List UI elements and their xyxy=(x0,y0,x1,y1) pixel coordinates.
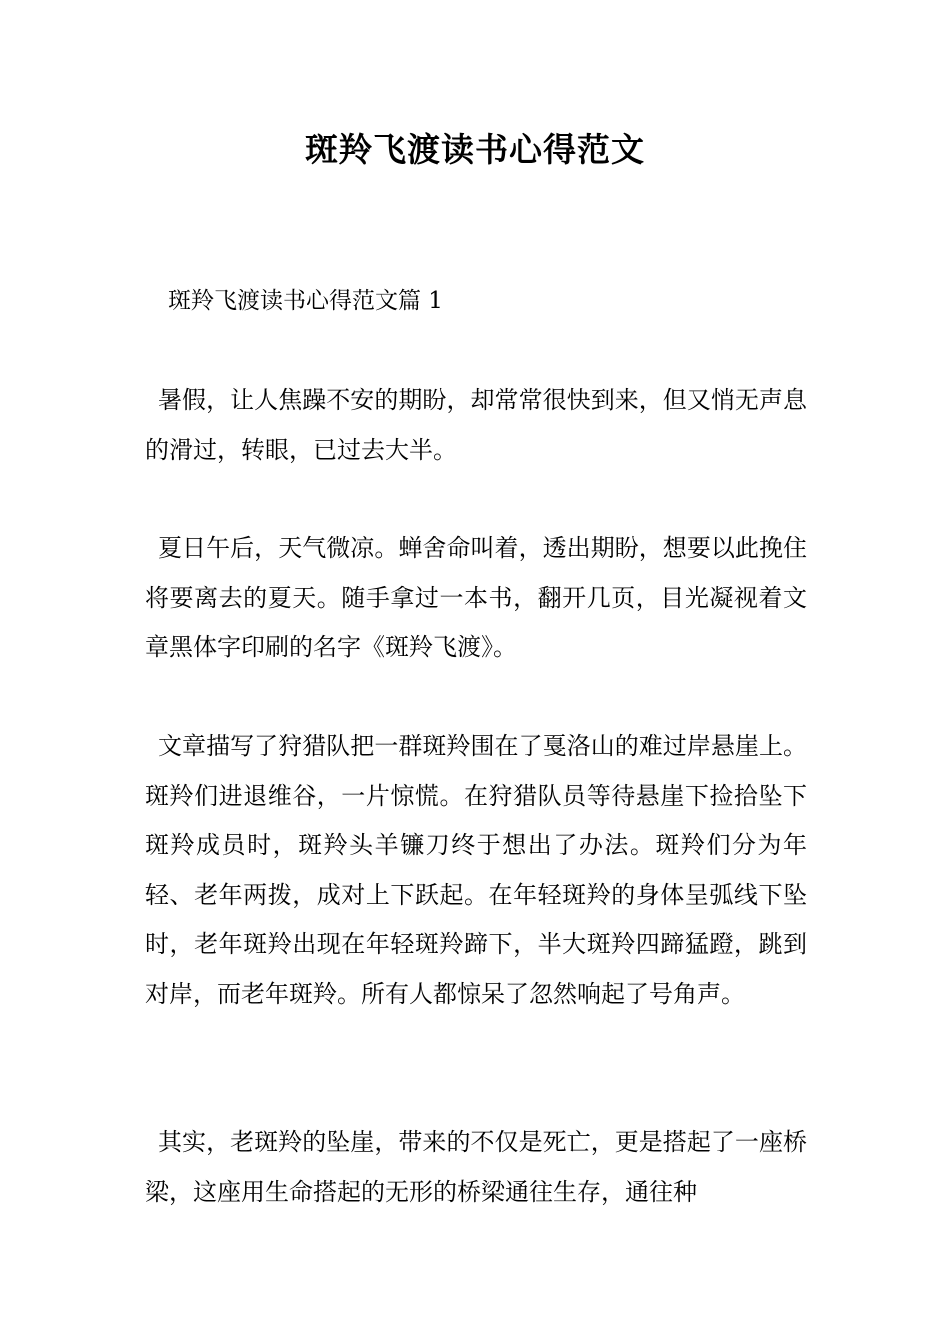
document-title: 斑羚飞渡读书心得范文 xyxy=(305,130,645,169)
paragraph-1: 暑假，让人焦躁不安的期盼，却常常很快到来，但又悄无声息的滑过，转眼，已过去大半。 xyxy=(145,386,807,464)
section-heading: 斑羚飞渡读书心得范文篇 1 xyxy=(168,288,443,314)
paragraph-3: 文章描写了狩猎队把一群斑羚围在了戛洛山的难过岸悬崖上。斑羚们进退维谷，一片惊慌。在狩猎队员等待悬崖下捡拾坠下斑羚成员时，斑羚头羊镰刀终于想出了办法。斑羚们分为年轻、老年两拨，成对上下跃起。在年轻斑羚的身体呈弧线下坠时，老年斑羚出现在年轻斑羚蹄下，半大斑羚四蹄猛蹬，跳到对岸，而老年斑羚。所有人都惊呆了忽然响起了号角声。 xyxy=(145,732,807,1008)
paragraph-4: 其实，老斑羚的坠崖，带来的不仅是死亡，更是搭起了一座桥梁，这座用生命搭起的无形的桥梁通往生存，通往种 xyxy=(145,1128,807,1206)
paragraph-2: 夏日午后，天气微凉。蝉舍命叫着，透出期盼，想要以此挽住将要离去的夏天。随手拿过一本书，翻开几页，目光凝视着文章黑体字印刷的名字《斑羚飞渡》。 xyxy=(145,534,807,661)
